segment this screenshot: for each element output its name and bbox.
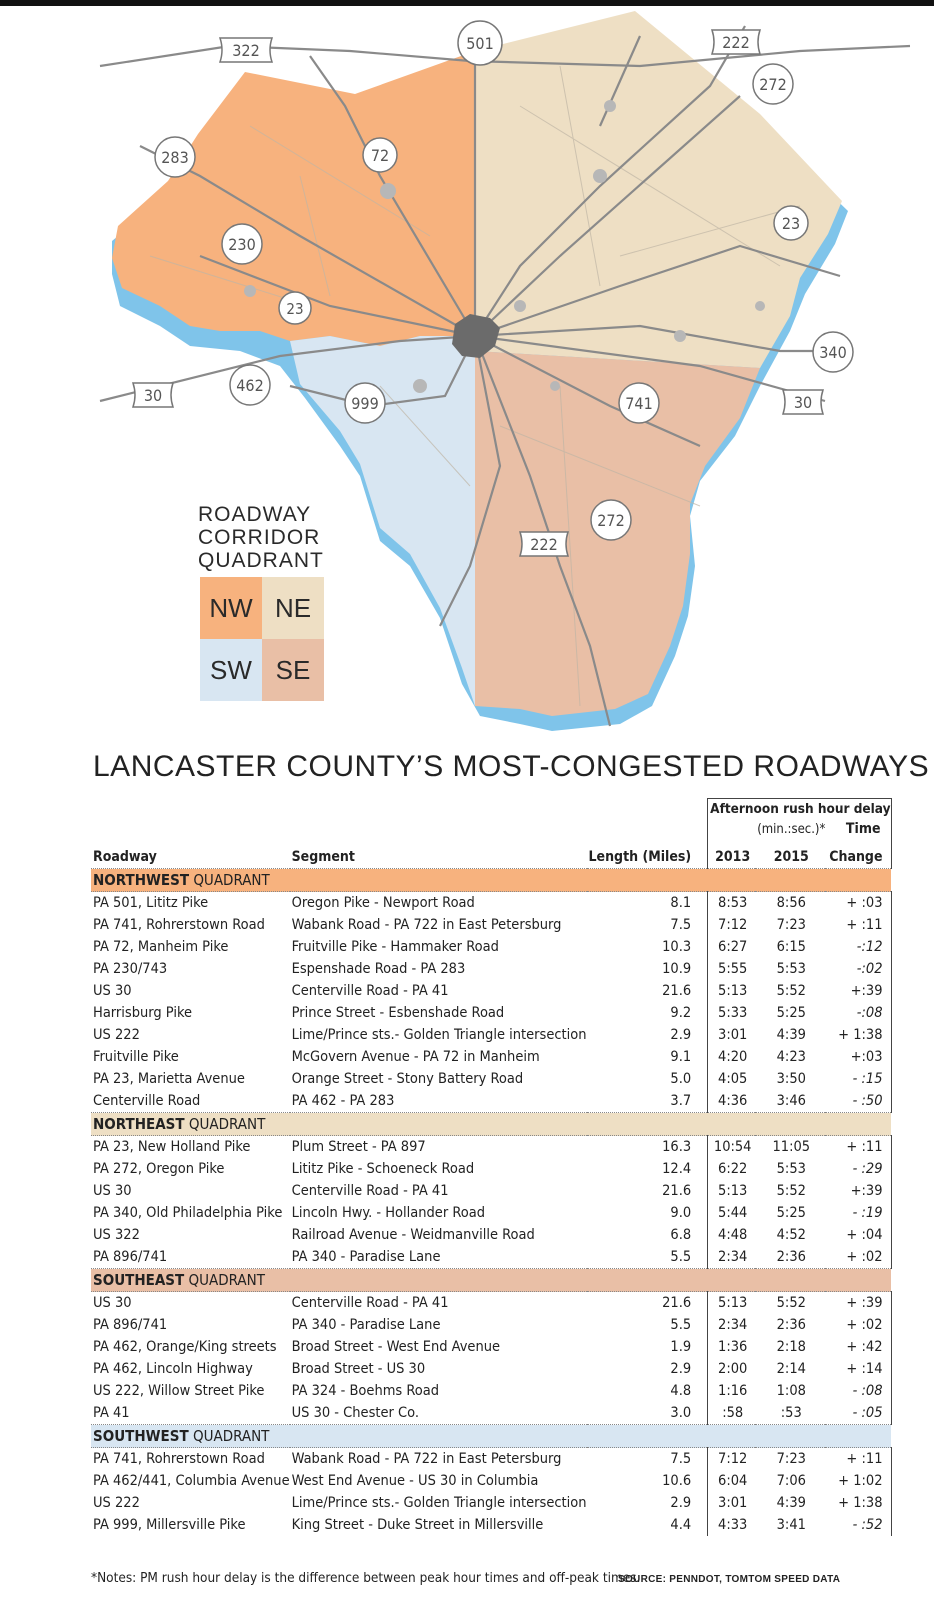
year-2013-header: 2013 <box>708 839 756 869</box>
legend-nw: NW <box>200 577 262 639</box>
time-change-cell: - :08 <box>825 1380 891 1402</box>
quadrant-suffix: QUADRANT <box>189 871 270 889</box>
legend-title-line-2: CORRIDOR <box>198 526 321 549</box>
quadrant-name: SOUTHWEST <box>93 1427 189 1445</box>
route-340-label: 340 <box>819 343 847 362</box>
length-cell: 5.0 <box>670 1071 692 1087</box>
time-change-cell: + :42 <box>825 1336 891 1358</box>
table-row <box>91 1514 891 1536</box>
table-row <box>91 1224 891 1246</box>
delay-2013-cell: 1:36 <box>708 1336 756 1358</box>
roadway-cell: US 222 <box>93 1495 140 1511</box>
roadway-cell: US 30 <box>93 983 132 999</box>
segment-cell: Lime/Prince sts.- Golden Triangle intersection <box>291 1495 587 1511</box>
table-row <box>91 936 891 958</box>
delay-2015-cell: 5:52 <box>776 1295 806 1311</box>
delay-2013-cell: 5:33 <box>708 1002 756 1024</box>
route-741-label: 741 <box>625 394 653 413</box>
quadrant-header <box>91 869 891 892</box>
delay-2015-cell: 6:15 <box>776 939 806 955</box>
delay-2013-cell: 10:54 <box>708 1136 756 1159</box>
delay-2015-cell: 7:23 <box>776 917 806 933</box>
delay-2013-cell: 6:22 <box>708 1158 756 1180</box>
shield-us-30-right <box>783 390 823 414</box>
segment-cell: Lititz Pike - Schoeneck Road <box>291 1161 475 1177</box>
quadrant-name: NORTHWEST <box>93 871 190 889</box>
route-72-label: 72 <box>370 146 390 165</box>
delay-2015-cell: 2:14 <box>776 1361 806 1377</box>
table-row <box>91 1246 891 1269</box>
segment-cell: Railroad Avenue - Weidmanville Road <box>291 1227 535 1243</box>
table-row <box>91 914 891 936</box>
segment-cell: Wabank Road - PA 722 in East Petersburg <box>291 1451 562 1467</box>
time-change-cell: + :14 <box>825 1358 891 1380</box>
delay-2013-cell: 4:48 <box>708 1224 756 1246</box>
table-row <box>91 958 891 980</box>
delay-2013-cell: 5:55 <box>708 958 756 980</box>
length-cell: 5.5 <box>670 1317 692 1333</box>
route-501-label: 501 <box>466 34 494 53</box>
delay-2013-cell: 8:53 <box>708 892 756 915</box>
length-cell: 3.7 <box>670 1093 692 1109</box>
delay-2013-cell: 5:44 <box>708 1202 756 1224</box>
roadway-cell: US 30 <box>93 1183 132 1199</box>
quadrant-name: NORTHEAST <box>93 1115 185 1133</box>
route-272-bottom-label: 272 <box>597 511 625 530</box>
circle-pa-230 <box>222 224 262 264</box>
route-23-right-label: 23 <box>781 214 801 233</box>
length-cell: 7.5 <box>670 1451 692 1467</box>
circle-pa-283 <box>155 137 195 177</box>
circle-pa-23-right <box>774 206 808 240</box>
time-change-cell: + :04 <box>825 1224 891 1246</box>
route-23-left-label: 23 <box>286 300 304 318</box>
legend-sw: SW <box>200 639 262 701</box>
group-subheader: (min.:sec.)* <box>757 821 826 837</box>
delay-2013-cell: 7:12 <box>708 1448 756 1471</box>
table-row <box>91 1024 891 1046</box>
time-change-cell: + :11 <box>825 914 891 936</box>
quadrant-header-row <box>91 1113 891 1136</box>
table-row <box>91 980 891 1002</box>
delay-2015-cell: 3:50 <box>776 1071 806 1087</box>
roadway-cell: PA 272, Oregon Pike <box>93 1161 225 1177</box>
segment-cell: McGovern Avenue - PA 72 in Manheim <box>291 1049 540 1065</box>
length-cell: 10.9 <box>662 961 692 977</box>
time-change-cell: + 1:02 <box>825 1470 891 1492</box>
circle-pa-462 <box>230 365 270 405</box>
roadway-cell: PA 462/441, Columbia Avenue <box>93 1473 290 1489</box>
segment-cell: Orange Street - Stony Battery Road <box>291 1071 524 1087</box>
delay-2015-cell: 4:39 <box>776 1495 806 1511</box>
roadway-cell: PA 741, Rohrerstown Road <box>93 1451 265 1467</box>
segment-cell: West End Avenue - US 30 in Columbia <box>291 1473 539 1489</box>
segment-cell: PA 462 - PA 283 <box>291 1093 395 1109</box>
quadrant-header-row <box>91 869 891 892</box>
time-change-cell: + :39 <box>825 1292 891 1315</box>
route-322-label: 322 <box>232 41 260 60</box>
circle-pa-340 <box>813 332 853 372</box>
table-row <box>91 1158 891 1180</box>
roadway-cell: US 222, Willow Street Pike <box>93 1383 265 1399</box>
time-change-cell: + :03 <box>825 892 891 915</box>
time-change-cell: - :05 <box>825 1402 891 1425</box>
time-change-cell: +:39 <box>825 980 891 1002</box>
table-row <box>91 1358 891 1380</box>
congestion-table <box>91 798 892 1536</box>
segment-cell: Lincoln Hwy. - Hollander Road <box>291 1205 485 1221</box>
group-header: Afternoon rush hour delay <box>708 799 891 820</box>
roadway-cell: PA 462, Orange/King streets <box>93 1339 277 1355</box>
roadway-cell: PA 896/741 <box>93 1249 168 1265</box>
quadrant-header <box>91 1425 891 1448</box>
delay-2015-cell: 7:23 <box>776 1451 806 1467</box>
quadrant-suffix: QUADRANT <box>184 1271 265 1289</box>
table-row <box>91 892 891 915</box>
legend-ne: NE <box>262 577 324 639</box>
length-cell: 10.3 <box>662 939 692 955</box>
time-change-cell: -:12 <box>825 936 891 958</box>
time-change-cell: + 1:38 <box>825 1492 891 1514</box>
route-272-top-label: 272 <box>759 75 787 94</box>
delay-2015-cell: 3:41 <box>776 1517 806 1533</box>
delay-2015-cell: 7:06 <box>776 1473 806 1489</box>
delay-2013-cell: 3:01 <box>708 1492 756 1514</box>
notes: *Notes: PM rush hour delay is the difference between peak hour times and off-peak times. <box>91 1570 641 1586</box>
roadway-cell: PA 230/743 <box>93 961 168 977</box>
segment-cell: PA 340 - Paradise Lane <box>291 1317 441 1333</box>
segment-cell: Fruitville Pike - Hammaker Road <box>291 939 499 955</box>
table-row <box>91 1202 891 1224</box>
delay-2015-cell: 11:05 <box>772 1139 811 1155</box>
legend-title-line-1: ROADWAY <box>198 503 312 526</box>
table-row <box>91 1046 891 1068</box>
segment-cell: PA 324 - Boehms Road <box>291 1383 440 1399</box>
length-cell: 21.6 <box>662 983 692 999</box>
time-change-cell: +:03 <box>825 1046 891 1068</box>
segment-cell: Wabank Road - PA 722 in East Petersburg <box>291 917 562 933</box>
table-row <box>91 1470 891 1492</box>
delay-2015-cell: 2:18 <box>776 1339 806 1355</box>
table-body <box>91 869 891 1537</box>
length-header: Length (Miles) <box>587 839 708 869</box>
length-cell: 2.9 <box>670 1361 692 1377</box>
delay-2013-cell: 6:27 <box>708 936 756 958</box>
table-row <box>91 1002 891 1024</box>
delay-2015-cell: 3:46 <box>776 1093 806 1109</box>
length-cell: 4.8 <box>670 1383 692 1399</box>
delay-2013-cell: 2:00 <box>708 1358 756 1380</box>
route-222-bottom-label: 222 <box>530 535 558 554</box>
length-cell: 9.2 <box>670 1005 692 1021</box>
delay-2015-cell: 4:39 <box>776 1027 806 1043</box>
segment-cell: US 30 - Chester Co. <box>291 1405 419 1421</box>
circle-pa-999 <box>345 383 385 423</box>
shield-us-222-bottom <box>520 532 568 556</box>
table-row <box>91 1448 891 1471</box>
table-row <box>91 1180 891 1202</box>
legend-se: SE <box>262 639 324 701</box>
table-row <box>91 1090 891 1113</box>
quadrant-name: SOUTHEAST <box>93 1271 185 1289</box>
quadrant-suffix: QUADRANT <box>184 1115 266 1133</box>
legend-grid <box>200 577 324 701</box>
circle-pa-272-top <box>753 64 793 104</box>
delay-2015-cell: 1:08 <box>776 1383 806 1399</box>
delay-2015-cell: 4:23 <box>776 1049 806 1065</box>
delay-2015-cell: 5:25 <box>776 1005 806 1021</box>
length-cell: 4.4 <box>670 1517 692 1533</box>
table-row <box>91 1292 891 1315</box>
time-change-header-2: Change <box>825 839 891 869</box>
roadway-cell: PA 501, Lititz Pike <box>93 895 209 911</box>
time-change-cell: -:08 <box>825 1002 891 1024</box>
segment-cell: Centerville Road - PA 41 <box>291 1183 449 1199</box>
length-cell: 21.6 <box>662 1183 692 1199</box>
table-row <box>91 1136 891 1159</box>
delay-2013-cell: 3:01 <box>708 1024 756 1046</box>
delay-2015-cell: 5:53 <box>776 1161 806 1177</box>
delay-2013-cell: 5:13 <box>708 980 756 1002</box>
time-change-cell: - :52 <box>825 1514 891 1536</box>
delay-2015-cell: 4:52 <box>776 1227 806 1243</box>
delay-2015-cell: 5:25 <box>776 1205 806 1221</box>
legend-title <box>198 503 324 572</box>
route-230-label: 230 <box>228 235 256 254</box>
length-cell: 16.3 <box>662 1139 692 1155</box>
quadrant-suffix: QUADRANT <box>188 1427 270 1445</box>
delay-2013-cell: 4:20 <box>708 1046 756 1068</box>
length-cell: 2.9 <box>670 1027 692 1043</box>
roadway-cell: Centerville Road <box>93 1093 201 1109</box>
source: SOURCE: PENNDOT, TOMTOM SPEED DATA <box>618 1574 841 1585</box>
length-cell: 3.0 <box>670 1405 692 1421</box>
route-283-label: 283 <box>161 148 189 167</box>
table-title: LANCASTER COUNTY’S MOST-CONGESTED ROADWAYS <box>93 750 930 783</box>
segment-cell: Centerville Road - PA 41 <box>291 983 449 999</box>
circle-pa-741 <box>619 383 659 423</box>
roadway-cell: PA 896/741 <box>93 1317 168 1333</box>
legend-title-line-3: QUADRANT <box>198 549 324 572</box>
delay-2015-cell: :53 <box>780 1405 802 1421</box>
delay-2013-cell: 5:13 <box>708 1180 756 1202</box>
length-cell: 10.6 <box>662 1473 692 1489</box>
roadway-cell: PA 340, Old Philadelphia Pike <box>93 1205 283 1221</box>
table-row <box>91 1314 891 1336</box>
circle-pa-272-bottom <box>591 500 631 540</box>
delay-2013-cell: 2:34 <box>708 1314 756 1336</box>
route-999-label: 999 <box>351 394 379 413</box>
length-cell: 1.9 <box>670 1339 692 1355</box>
segment-cell: Centerville Road - PA 41 <box>291 1295 449 1311</box>
table-row <box>91 1336 891 1358</box>
delay-2015-cell: 2:36 <box>776 1317 806 1333</box>
segment-cell: Lime/Prince sts.- Golden Triangle intersection <box>291 1027 587 1043</box>
roadway-cell: US 222 <box>93 1027 140 1043</box>
shield-us-222-top <box>712 30 760 54</box>
delay-2013-cell: 4:05 <box>708 1068 756 1090</box>
table-row <box>91 1380 891 1402</box>
delay-2015-cell: 5:53 <box>776 961 806 977</box>
time-change-cell: - :15 <box>825 1068 891 1090</box>
length-cell: 8.1 <box>670 895 692 911</box>
county-map <box>0 6 934 746</box>
segment-cell: Broad Street - US 30 <box>291 1361 426 1377</box>
route-462-label: 462 <box>236 376 264 395</box>
quadrant-header-row <box>91 1269 891 1292</box>
circle-pa-72 <box>363 138 397 172</box>
roadway-cell: PA 462, Lincoln Highway <box>93 1361 253 1377</box>
quadrant-header <box>91 1113 891 1136</box>
time-change-cell: - :29 <box>825 1158 891 1180</box>
time-change-cell: + :11 <box>825 1448 891 1471</box>
delay-2013-cell: 4:36 <box>708 1090 756 1113</box>
delay-2013-cell: 4:33 <box>708 1514 756 1536</box>
delay-2013-cell: 1:16 <box>708 1380 756 1402</box>
table-row <box>91 1068 891 1090</box>
delay-2015-cell: 5:52 <box>776 983 806 999</box>
delay-2013-cell: 7:12 <box>708 914 756 936</box>
length-cell: 7.5 <box>670 917 692 933</box>
roadway-header: Roadway <box>91 839 290 869</box>
table-row <box>91 1402 891 1425</box>
time-change-cell: + 1:38 <box>825 1024 891 1046</box>
roadway-cell: US 322 <box>93 1227 140 1243</box>
length-cell: 6.8 <box>670 1227 692 1243</box>
length-cell: 9.0 <box>670 1205 692 1221</box>
roadway-cell: PA 41 <box>93 1405 130 1421</box>
time-change-header-1: Time <box>825 819 891 839</box>
segment-cell: Prince Street - Esbenshade Road <box>291 1005 505 1021</box>
shield-us-322 <box>220 38 272 62</box>
roadway-cell: PA 741, Rohrerstown Road <box>93 917 265 933</box>
roadway-cell: US 30 <box>93 1295 132 1311</box>
roadway-cell: PA 72, Manheim Pike <box>93 939 229 955</box>
delay-2013-cell: 2:34 <box>708 1246 756 1269</box>
roadway-cell: Harrisburg Pike <box>93 1005 193 1021</box>
delay-2013-cell: 5:13 <box>708 1292 756 1315</box>
time-change-cell: + :02 <box>825 1246 891 1269</box>
segment-cell: Plum Street - PA 897 <box>291 1139 426 1155</box>
route-30-left-label: 30 <box>143 386 163 405</box>
length-cell: 12.4 <box>662 1161 692 1177</box>
length-cell: 21.6 <box>662 1295 692 1311</box>
route-222-top-label: 222 <box>722 33 750 52</box>
circle-pa-501 <box>458 21 502 65</box>
delay-2015-cell: 8:56 <box>776 895 806 911</box>
quadrant-header-row <box>91 1425 891 1448</box>
delay-2015-cell: 2:36 <box>776 1249 806 1265</box>
time-change-cell: - :19 <box>825 1202 891 1224</box>
segment-cell: PA 340 - Paradise Lane <box>291 1249 441 1265</box>
roadway-cell: PA 23, New Holland Pike <box>93 1139 251 1155</box>
time-change-cell: -:02 <box>825 958 891 980</box>
roadway-cell: PA 23, Marietta Avenue <box>93 1071 245 1087</box>
segment-cell: Espenshade Road - PA 283 <box>291 961 466 977</box>
roadway-cell: Fruitville Pike <box>93 1049 179 1065</box>
time-change-cell: + :11 <box>825 1136 891 1159</box>
table-row <box>91 1492 891 1514</box>
segment-header: Segment <box>290 839 587 869</box>
shield-us-30-left <box>133 383 173 407</box>
length-cell: 9.1 <box>670 1049 692 1065</box>
quadrant-header <box>91 1269 891 1292</box>
time-change-cell: - :50 <box>825 1090 891 1113</box>
time-change-cell: + :02 <box>825 1314 891 1336</box>
circle-pa-23-left <box>279 292 311 324</box>
segment-cell: Oregon Pike - Newport Road <box>291 895 475 911</box>
delay-2013-cell: 6:04 <box>708 1470 756 1492</box>
segment-cell: King Street - Duke Street in Millersville <box>291 1517 544 1533</box>
length-cell: 5.5 <box>670 1249 692 1265</box>
time-change-cell: +:39 <box>825 1180 891 1202</box>
delay-2013-cell: :58 <box>708 1402 756 1425</box>
roadway-cell: PA 999, Millersville Pike <box>93 1517 246 1533</box>
segment-cell: Broad Street - West End Avenue <box>291 1339 501 1355</box>
year-2015-header: 2015 <box>755 839 825 869</box>
delay-2015-cell: 5:52 <box>776 1183 806 1199</box>
length-cell: 2.9 <box>670 1495 692 1511</box>
route-30-right-label: 30 <box>793 393 813 412</box>
